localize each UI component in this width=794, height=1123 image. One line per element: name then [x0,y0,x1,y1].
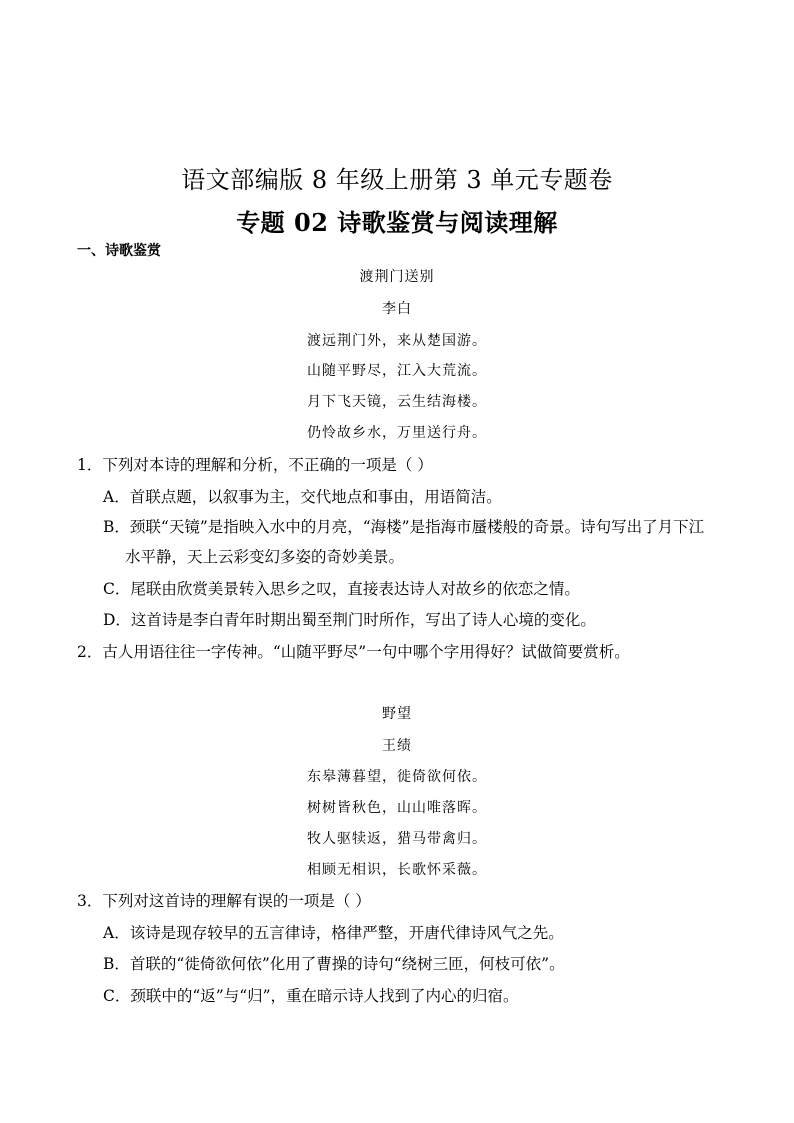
poem-title: 渡荆门送别 [359,269,435,285]
poem-line: 仍怜故乡水，万里送行舟。 [307,425,487,441]
poem-author: 李白 [382,301,412,317]
poem-line: 渡远荆门外，来从楚国游。 [307,333,487,349]
poem-line: 东皋薄暮望，徙倚欲何依。 [307,769,487,785]
document-title: 语文部编版 8 年级上册第 3 单元专题卷 [181,166,613,194]
section-heading: 一、诗歌鉴赏 [77,243,161,259]
question-1-option-b-continued: 水平静，天上云彩变幻多姿的奇妙美景。 [125,548,405,566]
question-3-option-c: C．颈联中的“返”与“归”，重在暗示诗人找到了内心的归宿。 [103,987,519,1005]
question-1-option-a: A．首联点题，以叙事为主，交代地点和事由，用语简洁。 [103,488,502,506]
question-3-stem: 3．下列对这首诗的理解有误的一项是（ ） [77,892,371,910]
poem-line: 山随平野尽，江入大荒流。 [307,363,487,379]
poem-title: 野望 [382,706,412,722]
question-1-option-c: C．尾联由欣赏美景转入思乡之叹，直接表达诗人对故乡的依恋之情。 [103,580,580,598]
question-2-stem: 2．古人用语往往一字传神。“山随平野尽”一句中哪个字用得好？试做简要赏析。 [77,643,630,661]
poem-line: 相顾无相识，长歌怀采薇。 [307,862,487,878]
question-3-option-b: B．首联的“徙倚欲何依”化用了曹操的诗句“绕树三匝，何枝可依”。 [103,955,565,973]
question-3-option-a: A．该诗是现存较早的五言律诗，格律严整，开唐代律诗风气之先。 [103,924,564,942]
poem-author: 王绩 [382,738,412,754]
poem-line: 牧人驱犊返，猎马带禽归。 [307,831,487,847]
poem-line: 月下飞天镜，云生结海楼。 [307,394,487,410]
question-1-stem: 1．下列对本诗的理解和分析，不正确的一项是（ ） [77,456,433,474]
question-1-option-d: D．这首诗是李白青年时期出蜀至荆门时所作，写出了诗人心境的变化。 [103,611,596,629]
poem-line: 树树皆秋色，山山唯落晖。 [307,800,487,816]
document-subtitle: 专题 02 诗歌鉴赏与阅读理解 [236,208,558,237]
question-1-option-b: B．颈联“天镜”是指映入水中的月亮，“海楼”是指海市蜃楼般的奇景。诗句写出了月下江 [103,518,705,536]
